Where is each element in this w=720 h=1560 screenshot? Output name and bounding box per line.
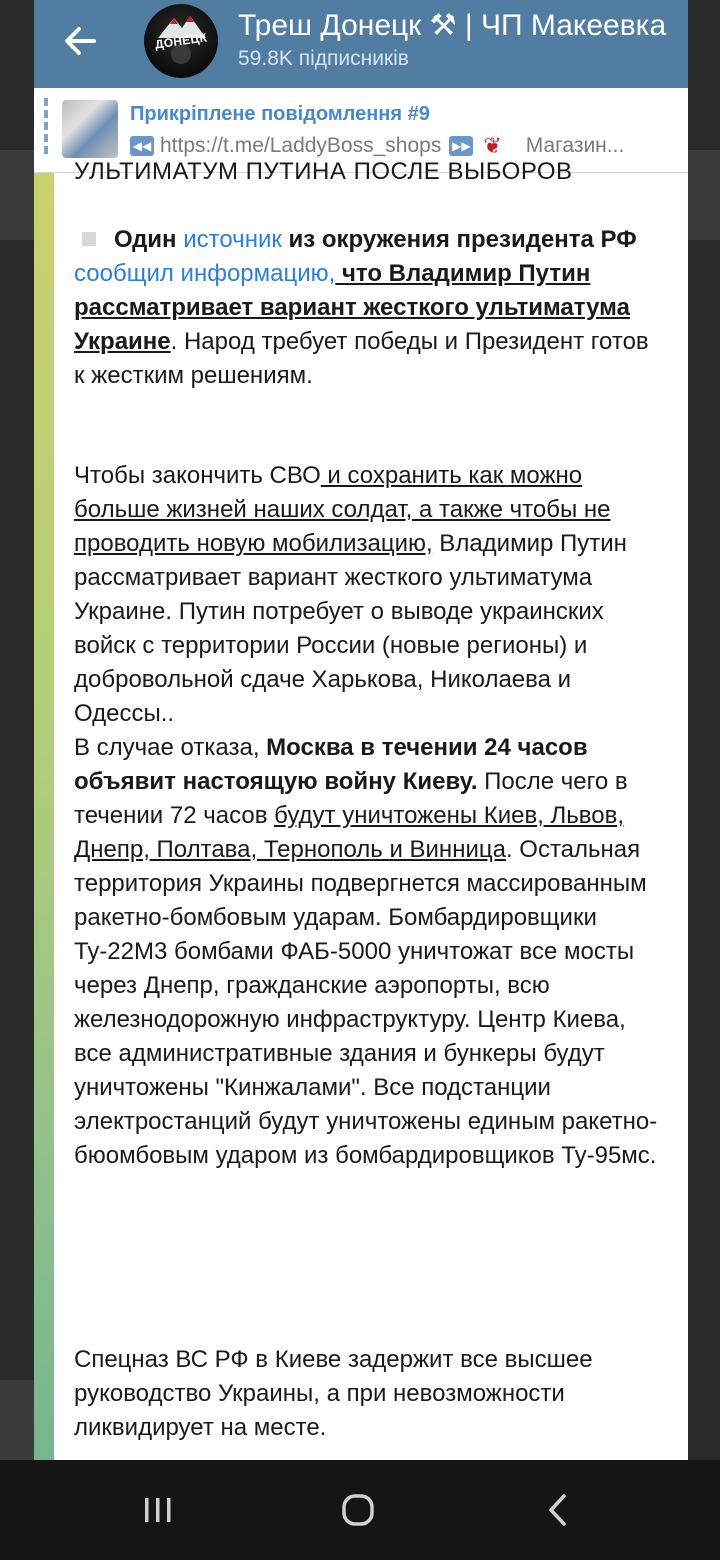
- telegram-window: [34, 0, 688, 1460]
- text-run: В случае отказа,: [74, 734, 267, 761]
- text-run: Москва в течении 24 часов объявит настоящую войну Киеву.: [74, 734, 588, 795]
- cut-off-heading: УЛЬТИМАТУМ ПУТИНА ПОСЛЕ ВЫБОРОВ: [74, 158, 573, 185]
- chevron-left-icon: [546, 1493, 570, 1527]
- recent-apps-icon: [141, 1495, 175, 1525]
- pinned-thumbnail: [62, 100, 118, 158]
- right-backdrop: [688, 0, 720, 1460]
- fast-forward-icon: ▶▶: [449, 136, 473, 156]
- chat-area: [34, 158, 688, 1460]
- recent-apps-button[interactable]: [118, 1480, 198, 1540]
- text-run: и сохранить как можно больше жизней наших солдат, а также чтобы не проводить новую мобилизацию,: [74, 462, 611, 557]
- channel-header: [34, 0, 688, 88]
- channel-avatar[interactable]: [144, 4, 218, 78]
- back-button[interactable]: [54, 18, 106, 64]
- text-run: будут уничтожены Киев, Львов, Днепр, Полтава, Тернополь и Винница: [74, 802, 625, 863]
- message-paragraph-1: [74, 223, 664, 393]
- text-run: Владимир Путин рассматривает вариант жесткого ультиматума Украине. Путин потребует о выводе украинских войск с территории России (новые регионы) и добровольной сдаче Харькова, Николаева и Одессы..: [74, 530, 627, 727]
- left-backdrop: [0, 0, 34, 1460]
- home-button[interactable]: [318, 1480, 398, 1540]
- text-run: из окружения президента РФ: [281, 226, 637, 253]
- message-paragraph-3: Спецназ ВС РФ в Киеве задержит все высшее руководство Украины, а при невозможности ликвидирует на месте.: [74, 1346, 593, 1441]
- pinned-url: https://t.me/LaddyBoss_shops: [160, 134, 442, 157]
- avatar-label: ДОНЕЦК: [154, 30, 208, 52]
- rewind-icon: ◀◀: [130, 136, 154, 156]
- arrow-left-icon: [63, 26, 97, 56]
- text-run: . Остальная территория Украины подвергнется массированным ракетно-бомбовым ударам. Бомбардировщики Ту-22М3 бомбами ФАБ-5000 уничтожат все мосты через Днепр, гражданские аэропорты, всю железнодорожную инфраструктуру. Центр Киева, все административные здания и бункеры будут уничтожены "Кинжалами". Все подстанции электростанций будут уничтожены единым ракетно-бюомбовым ударом из бомбардировщиков Ту-95мс.: [74, 836, 658, 1169]
- bullet-square-icon: [82, 232, 96, 246]
- back-nav-button[interactable]: [518, 1480, 598, 1540]
- text-run: . Народ требует победы и Президент готов к жестким решениям.: [74, 328, 649, 389]
- subscriber-count: 59.8K підписників: [238, 47, 409, 70]
- pinned-preview-text: Магазин...: [525, 134, 625, 157]
- android-navigation-bar: [0, 1460, 720, 1560]
- pinned-marker: [44, 98, 48, 158]
- text-run: После чего в течении 72 часов: [74, 768, 628, 829]
- home-icon: [340, 1492, 376, 1528]
- text-run: Один: [114, 226, 184, 253]
- chat-background-stripe: [34, 173, 54, 1460]
- pinned-label: Прикріплене повідомлення #9: [130, 103, 430, 125]
- text-run: Чтобы закончить СВО: [74, 462, 321, 489]
- text-run: что Владимир Путин рассматривает вариант жесткого ультиматума Украине: [74, 260, 630, 355]
- channel-title[interactable]: Треш Донецк ⚒ | ЧП Макеевка: [238, 9, 667, 42]
- rose-icon: ❦: [483, 133, 502, 158]
- message-paragraph-2: [74, 459, 664, 1173]
- source-link[interactable]: источник: [183, 226, 282, 253]
- info-link[interactable]: сообщил информацию,: [74, 260, 336, 287]
